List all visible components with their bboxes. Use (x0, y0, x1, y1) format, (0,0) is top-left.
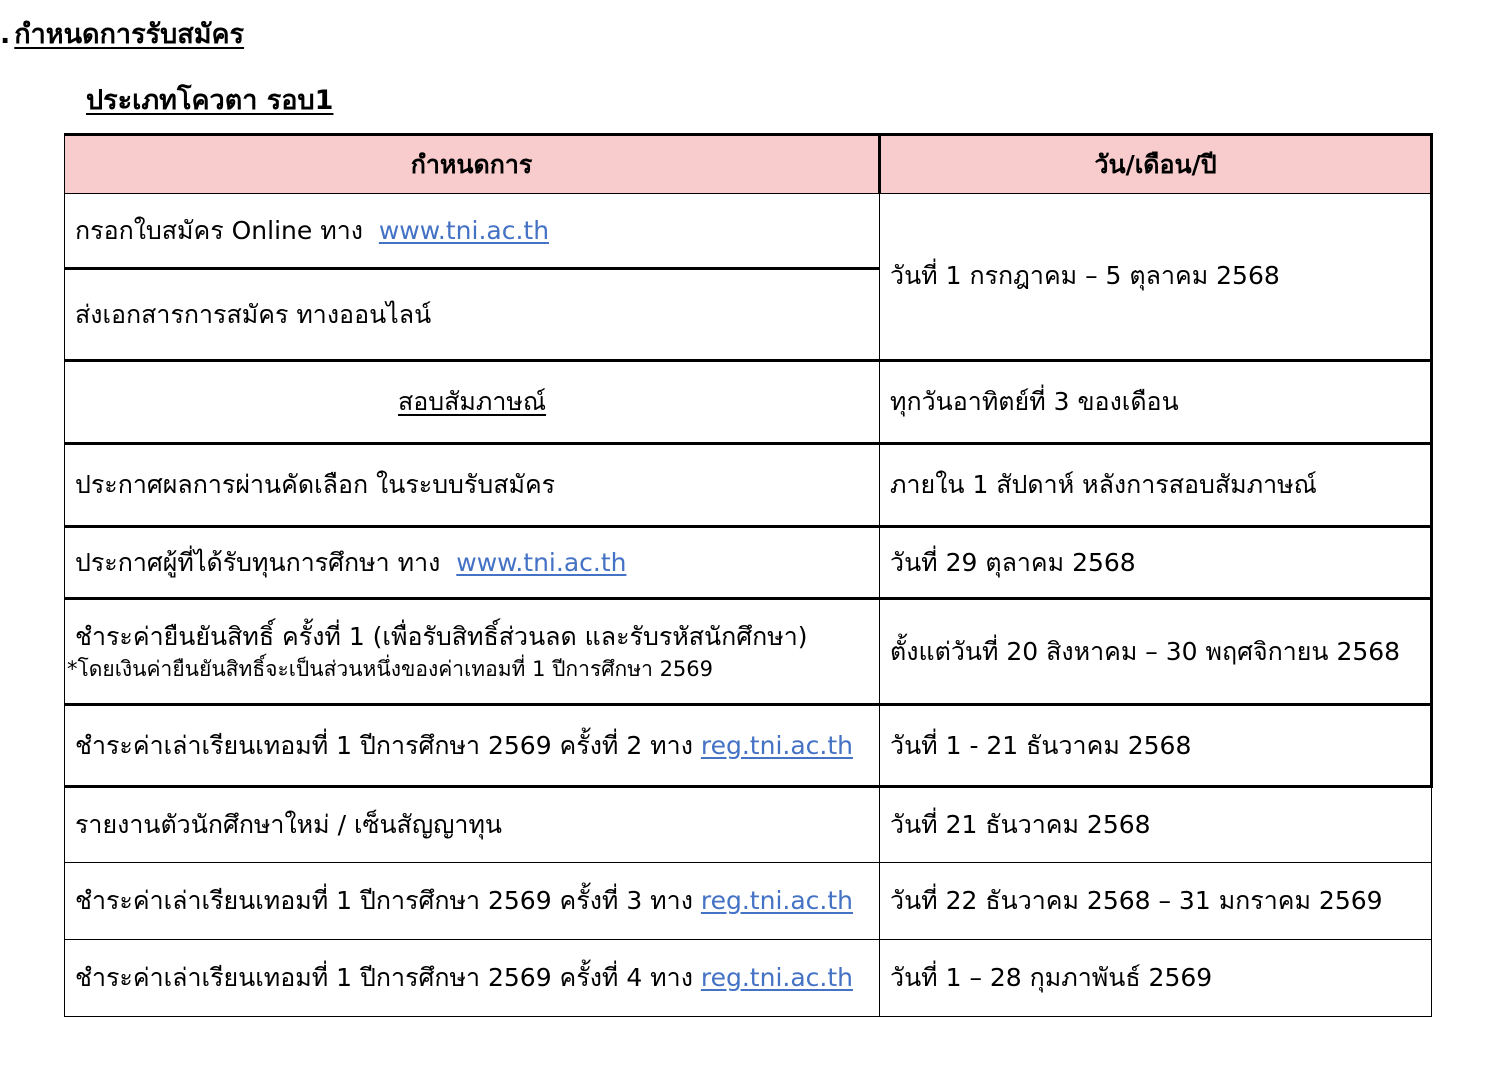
tni-website-link[interactable]: www.tni.ac.th (456, 547, 627, 577)
tuition-2-text: ชำระค่าเล่าเรียนเทอมที่ 1 ปีการศึกษา 2569 ครั้งที่ 2 ทาง (75, 730, 693, 760)
table-row (65, 444, 1432, 527)
cell-report: รายงานตัวนักศึกษาใหม่ / เซ็นสัญญาทุน (65, 787, 880, 863)
cell-confirm-fee-date: ตั้งแต่วันที่ 20 สิงหาคม – 30 พฤศจิกายน 2568 (880, 599, 1432, 705)
cell-tuition-2 (65, 705, 880, 787)
table-row (65, 863, 1432, 940)
header-schedule: กำหนดการ (65, 135, 880, 194)
tuition-3-text: ชำระค่าเล่าเรียนเทอมที่ 1 ปีการศึกษา 2569 ครั้งที่ 3 ทาง (75, 886, 693, 915)
table-row (65, 361, 1432, 444)
table-row (65, 940, 1432, 1017)
table-row (65, 705, 1432, 787)
table-header-row (65, 135, 1432, 194)
cell-interview-date: ทุกวันอาทิตย์ที่ 3 ของเดือน (880, 361, 1432, 444)
reg-website-link[interactable]: reg.tni.ac.th (700, 886, 853, 915)
table-row (65, 599, 1432, 705)
tuition-4-text: ชำระค่าเล่าเรียนเทอมที่ 1 ปีการศึกษา 2569 ครั้งที่ 4 ทาง (75, 963, 693, 992)
cell-results: ประกาศผลการผ่านคัดเลือก ในระบบรับสมัคร (65, 444, 880, 527)
cell-report-date: วันที่ 21 ธันวาคม 2568 (880, 787, 1432, 863)
cell-confirm-fee (65, 599, 880, 705)
table-row (65, 527, 1432, 599)
scholarship-text: ประกาศผู้ที่ได้รับทุนการศึกษา ทาง (75, 547, 441, 577)
cell-results-date: ภายใน 1 สัปดาห์ หลังการสอบสัมภาษณ์ (880, 444, 1432, 527)
section-number: . (0, 19, 11, 50)
cell-tuition-4-date: วันที่ 1 – 28 กุมภาพันธ์ 2569 (880, 940, 1432, 1017)
confirm-fee-note: *โดยเงินค่ายืนยันสิทธิ์จะเป็นส่วนหนึ่งของค่าเทอมที่ 1 ปีการศึกษา 2569 (67, 656, 714, 681)
reg-website-link[interactable]: reg.tni.ac.th (700, 730, 853, 760)
confirm-fee-text: ชำระค่ายืนยันสิทธิ์ ครั้งที่ 1 (เพื่อรับสิทธิ์ส่วนลด และรับรหัสนักศึกษา) (75, 621, 808, 651)
section-heading (0, 14, 244, 56)
cell-tuition-2-date: วันที่ 1 - 21 ธันวาคม 2568 (880, 705, 1432, 787)
interview-text: สอบสัมภาษณ์ (397, 387, 547, 416)
subsection-title: ประเภทโควตา รอบ1 (86, 85, 334, 116)
reg-website-link[interactable]: reg.tni.ac.th (700, 963, 853, 992)
cell-interview (65, 361, 880, 444)
cell-tuition-4 (65, 940, 880, 1017)
cell-scholarship-date: วันที่ 29 ตุลาคม 2568 (880, 527, 1432, 599)
cell-apply-date: วันที่ 1 กรกฎาคม – 5 ตุลาคม 2568 (880, 194, 1432, 361)
cell-apply-online (65, 194, 880, 269)
apply-online-text: กรอกใบสมัคร Online ทาง (75, 215, 363, 245)
header-date: วัน/เดือน/ปี (880, 135, 1432, 194)
schedule-table (64, 133, 1433, 1017)
tni-website-link[interactable]: www.tni.ac.th (378, 215, 550, 245)
table-row (65, 194, 1432, 269)
table-row (65, 787, 1432, 863)
cell-scholarship (65, 527, 880, 599)
cell-submit-docs: ส่งเอกสารการสมัคร ทางออนไลน์ (65, 269, 880, 361)
cell-tuition-3-date: วันที่ 22 ธันวาคม 2568 – 31 มกราคม 2569 (880, 863, 1432, 940)
section-title: กำหนดการรับสมัคร (14, 19, 245, 50)
cell-tuition-3 (65, 863, 880, 940)
